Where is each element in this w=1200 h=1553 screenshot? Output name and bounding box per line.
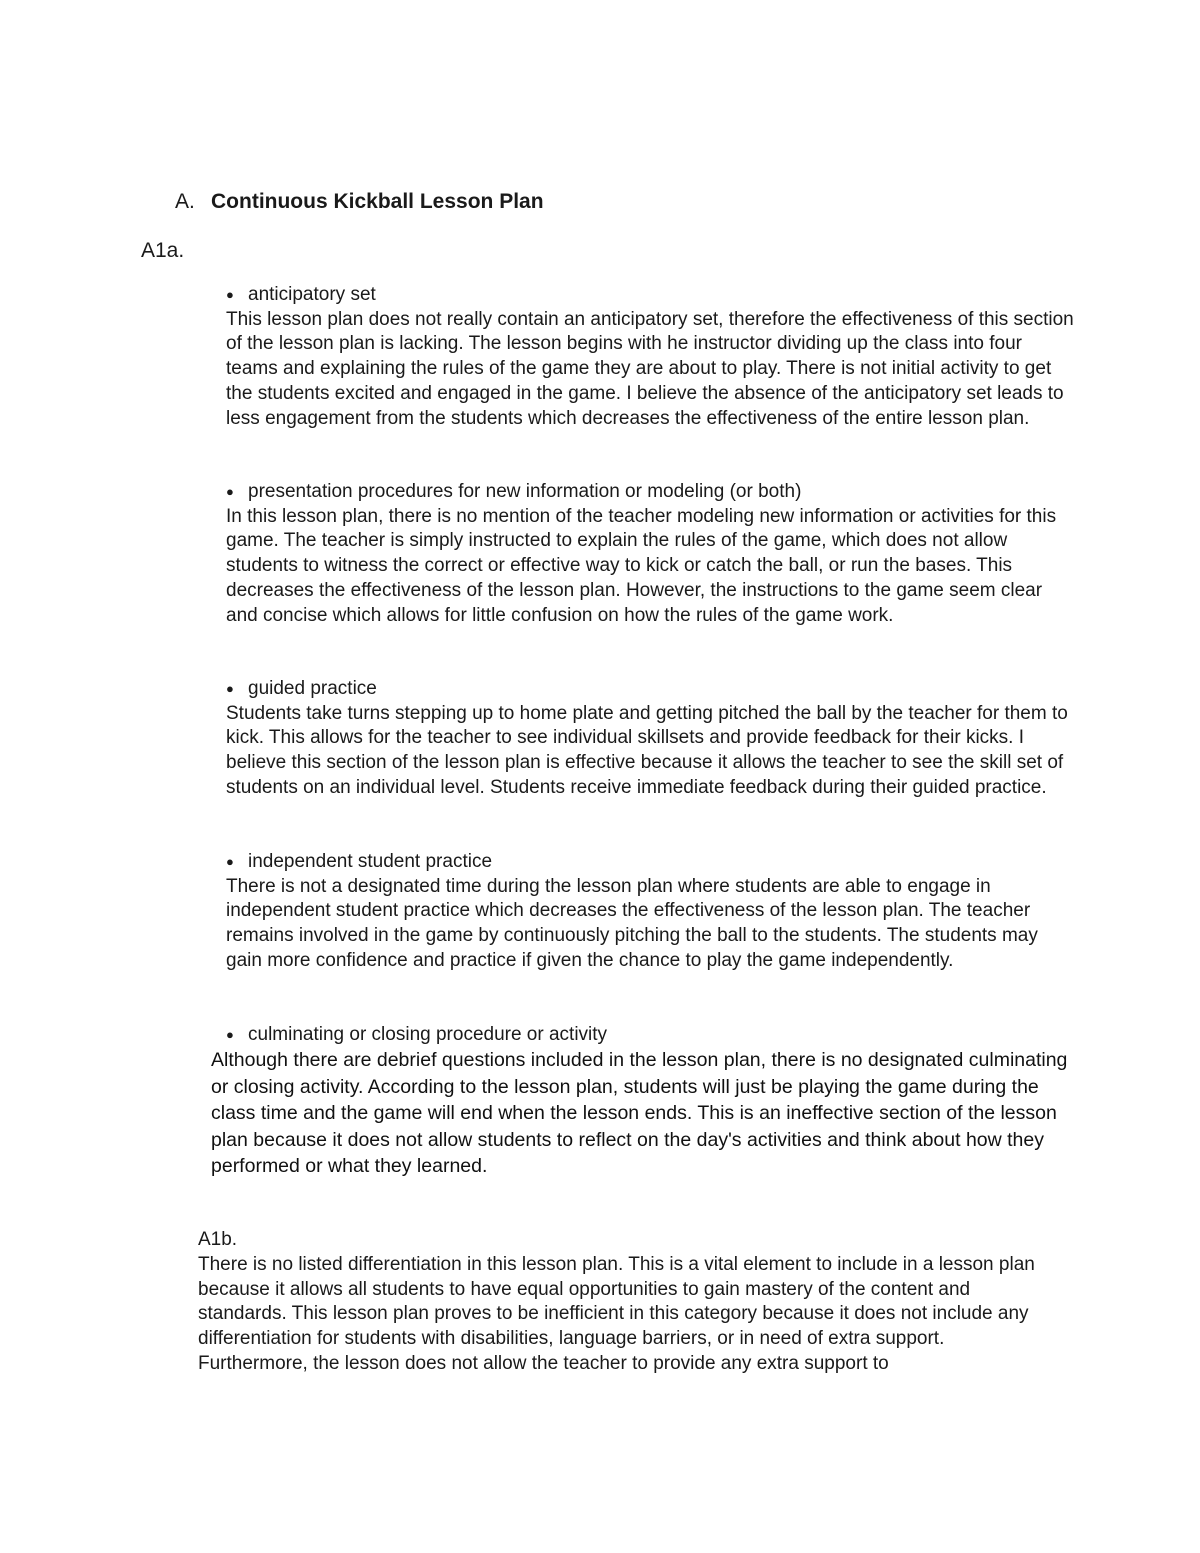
section-closing-procedure (226, 1023, 1076, 1048)
bullet-label: anticipatory set (248, 284, 376, 305)
section-guided-practice (226, 677, 1076, 801)
bullet-item (226, 480, 1076, 505)
bullet-item (226, 677, 1076, 702)
subsection-label-a1b: A1b. (198, 1229, 238, 1250)
section-paragraph: There is not a designated time during the lesson plan where students are able to engage in independent student practice which decreases the effectiveness of the lesson plan. The teacher remains involved in the game by continuously pitching the ball to the students. The students may gain more confidence and practice if given the chance to play the game independently. (226, 875, 1038, 971)
page-title: Continuous Kickball Lesson Plan (211, 190, 544, 213)
bullet-item (226, 283, 1076, 308)
section-paragraph: In this lesson plan, there is no mention of the teacher modeling new information or activities for this game. The teacher is simply instructed to explain the rules of the game, which does not allow students to witness the correct or effective way to kick or catch the ball, or run the bases. This decreases the effectiveness of the lesson plan. However, the instructions to the game seem clear and concise which allows for little confusion on how the rules of the game work. (226, 505, 1057, 626)
bullet-label: independent student practice (248, 851, 493, 872)
bullet-icon: ● (226, 287, 234, 302)
bullet-item (226, 850, 1076, 875)
section-paragraph: This lesson plan does not really contain an anticipatory set, therefore the effectiveness of this section of the lesson plan is lacking. The lesson begins with he instructor dividing up the class into four teams and explaining the rules of the game they are about to play. There is not initial activity to get the students excited and engaged in the game. I believe the absence of the anticipatory set leads to less engagement from the students which decreases the effectiveness of the entire lesson plan. (226, 308, 1074, 429)
heading-marker: A. (175, 190, 195, 213)
a1b-paragraph: There is no listed differentiation in this lesson plan. This is a vital element to include in a lesson plan because it allows all students to have equal opportunities to gain mastery of the content and standards. This lesson plan proves to be inefficient in this category because it does not include any differentiation for students with disabilities, language barriers, or in need of extra support. Furthermore, the lesson does not allow the teacher to provide any extra support to (198, 1254, 1035, 1374)
bullet-label: presentation procedures for new information or modeling (or both) (248, 481, 802, 502)
section-heading-a (175, 188, 544, 216)
bullet-label: guided practice (248, 678, 377, 699)
section-anticipatory-set (226, 283, 1076, 431)
section-paragraph: Although there are debrief questions included in the lesson plan, there is no designated culminating or closing activity. According to the lesson plan, students will just be playing the game during the class time and the game will end when the lesson ends. This is an ineffective section of the lesson plan because it does not allow students to reflect on the day's activities and think about how they performed or what they learned. (211, 1049, 1068, 1177)
section-paragraph: Students take turns stepping up to home plate and getting pitched the ball by the teacher for them to kick. This allows for the teacher to see individual skillsets and provide feedback for their kicks. I believe this section of the lesson plan is effective because it allows the teacher to see the skill set of students on an individual level. Students receive immediate feedback during their guided practice. (226, 702, 1068, 798)
bullet-icon: ● (226, 1027, 234, 1042)
section-independent-practice (226, 850, 1076, 974)
bullet-icon: ● (226, 681, 234, 696)
bullet-item (226, 1023, 1076, 1048)
bullet-icon: ● (226, 484, 234, 499)
subsection-label-a1a: A1a. (141, 239, 185, 262)
section-presentation-procedures (226, 480, 1076, 628)
bullet-icon: ● (226, 854, 234, 869)
bullet-label: culminating or closing procedure or activity (248, 1024, 608, 1045)
